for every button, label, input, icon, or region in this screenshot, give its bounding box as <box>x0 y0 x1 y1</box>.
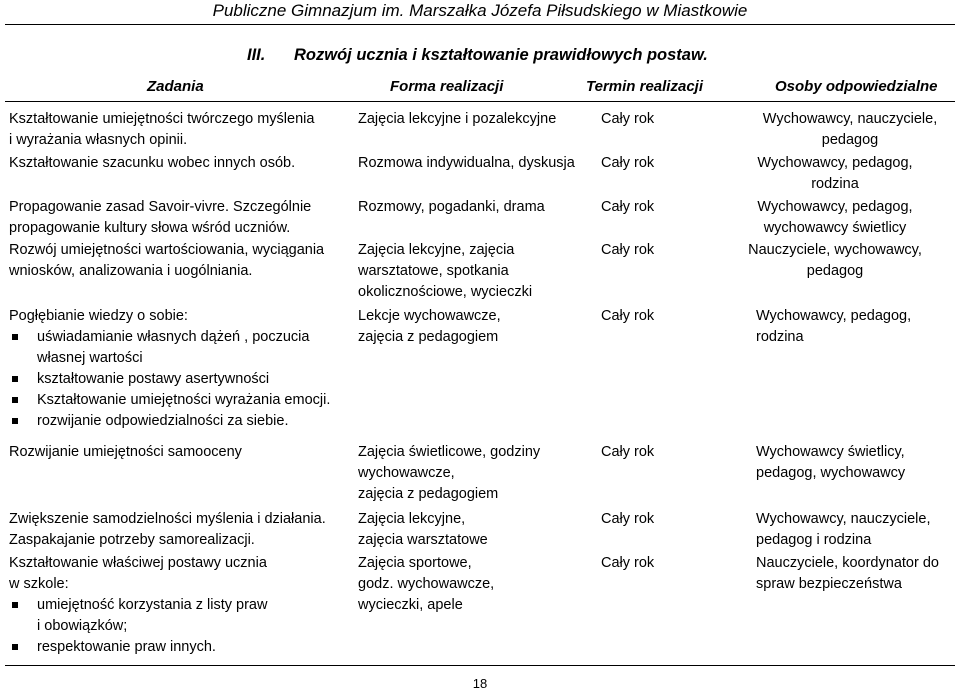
task-line: wniosków, analizowania i uogólniania. <box>9 263 253 279</box>
row-2-form <box>358 153 575 174</box>
row-3-term: Cały rok <box>601 199 655 215</box>
bullet-square-icon <box>12 397 18 403</box>
task-line: Zaspakajanie potrzeby samorealizacji. <box>9 532 255 548</box>
list-item <box>9 390 330 411</box>
form-line: Zajęcia świetlicowe, godziny <box>358 444 541 460</box>
form-line: Lekcje wychowawcze, <box>358 308 501 324</box>
header-rule <box>5 24 955 25</box>
page-number: 18 <box>472 676 488 691</box>
row-6-form <box>358 442 540 505</box>
form-line: Zajęcia lekcyjne i pozalekcyjne <box>358 111 557 127</box>
row-5-form <box>358 306 501 348</box>
people-line: wychowawcy świetlicy <box>763 220 907 236</box>
table-header-rule <box>5 101 955 102</box>
task-line: Rozwój umiejętności wartościowania, wyciągania <box>9 242 325 258</box>
people-line: Wychowawcy, pedagog, <box>757 155 913 171</box>
people-line: Nauczyciele, koordynator do <box>756 555 939 571</box>
row-2-term: Cały rok <box>601 155 655 171</box>
row-7-term: Cały rok <box>601 511 655 527</box>
row-2-people <box>725 153 945 195</box>
row-4-task <box>9 240 324 282</box>
row-1-term: Cały rok <box>601 111 655 127</box>
form-line: Zajęcia lekcyjne, zajęcia <box>358 242 515 258</box>
people-line: pedagog <box>806 263 864 279</box>
bullet-text: Kształtowanie umiejętności wyrażania emocji. <box>37 392 331 408</box>
form-line: godz. wychowawcze, <box>358 576 495 592</box>
row-8-people <box>756 553 939 595</box>
people-line: rodzina <box>756 329 804 345</box>
form-line: wycieczki, apele <box>358 597 463 613</box>
column-header-form: Forma realizacji <box>390 78 504 95</box>
row-1-people <box>740 109 960 151</box>
task-line: Rozwijanie umiejętności samooceny <box>9 444 242 460</box>
bullet-square-icon <box>12 376 18 382</box>
task-bullet-list <box>9 327 330 432</box>
people-line: pedagog, wychowawcy <box>756 465 906 481</box>
people-line: Nauczyciele, wychowawcy, <box>748 242 922 258</box>
row-3-task <box>9 197 311 239</box>
form-line: zajęcia warsztatowe <box>358 532 488 548</box>
people-line: Wychowawcy, pedagog, <box>756 308 912 324</box>
task-line: Pogłębianie wiedzy o sobie: <box>9 308 188 324</box>
school-header: Publiczne Gimnazjum im. Marszałka Józefa Piłsudskiego w Miastkowie <box>212 1 748 20</box>
section-number: III. <box>247 46 266 64</box>
people-line: Wychowawcy, pedagog, <box>757 199 913 215</box>
row-2-task <box>9 153 295 174</box>
row-3-form <box>358 197 545 218</box>
task-line: Kształtowanie umiejętności twórczego myślenia <box>9 111 315 127</box>
form-line: okolicznościowe, wycieczki <box>358 284 533 300</box>
form-line: zajęcia z pedagogiem <box>358 486 499 502</box>
form-line: wychowawcze, <box>358 465 455 481</box>
row-6-people <box>756 442 905 484</box>
row-5-people <box>756 306 911 348</box>
task-line: i wyrażania własnych opinii. <box>9 132 188 148</box>
bullet-text: własnej wartości <box>37 350 143 366</box>
row-1-task <box>9 109 314 151</box>
people-line: rodzina <box>811 176 859 192</box>
column-header-tasks: Zadania <box>147 78 204 95</box>
form-line: Zajęcia lekcyjne, <box>358 511 466 527</box>
list-item <box>9 637 267 658</box>
people-line: Wychowawcy, nauczyciele, <box>756 511 931 527</box>
section-title-text: Rozwój ucznia i kształtowanie prawidłowych postaw. <box>294 46 708 64</box>
form-line: warsztatowe, spotkania <box>358 263 509 279</box>
column-header-term: Termin realizacji <box>586 78 703 95</box>
row-6-task <box>9 442 242 463</box>
people-line: spraw bezpieczeństwa <box>756 576 902 592</box>
row-5-term: Cały rok <box>601 308 655 324</box>
row-4-term: Cały rok <box>601 242 655 258</box>
bullet-text: uświadamianie własnych dążeń , poczucia <box>37 329 310 345</box>
row-8-task <box>9 553 267 658</box>
people-line: pedagog <box>821 132 879 148</box>
task-line: Propagowanie zasad Savoir-vivre. Szczególnie <box>9 199 312 215</box>
bullet-text: rozwijanie odpowiedzialności za siebie. <box>37 413 289 429</box>
form-line: Rozmowy, pogadanki, drama <box>358 199 545 215</box>
bullet-square-icon <box>12 644 18 650</box>
bullet-text: respektowanie praw innych. <box>37 639 216 655</box>
row-8-form <box>358 553 494 616</box>
task-line: w szkole: <box>9 576 69 592</box>
task-line: Kształtowanie właściwej postawy ucznia <box>9 555 267 571</box>
row-8-term: Cały rok <box>601 555 655 571</box>
bullet-text: kształtowanie postawy asertywności <box>37 371 270 387</box>
row-6-term: Cały rok <box>601 444 655 460</box>
column-header-people: Osoby odpowiedzialne <box>775 78 938 95</box>
list-item <box>9 327 330 369</box>
list-item <box>9 595 267 637</box>
bullet-square-icon <box>12 334 18 340</box>
row-4-form <box>358 240 532 303</box>
task-bullet-list <box>9 595 267 658</box>
list-item <box>9 369 330 390</box>
section-heading <box>247 46 708 65</box>
task-line: Kształtowanie szacunku wobec innych osób. <box>9 155 296 171</box>
row-1-form <box>358 109 556 130</box>
bullet-text: i obowiązków; <box>37 618 128 634</box>
form-line: Zajęcia sportowe, <box>358 555 472 571</box>
people-line: Wychowawcy, nauczyciele, <box>762 111 938 127</box>
task-line: Zwiększenie samodzielności myślenia i działania. <box>9 511 326 527</box>
row-4-people <box>725 240 945 282</box>
task-line: propagowanie kultury słowa wśród uczniów. <box>9 220 291 236</box>
bullet-square-icon <box>12 418 18 424</box>
bullet-square-icon <box>12 602 18 608</box>
row-3-people <box>725 197 945 239</box>
people-line: pedagog i rodzina <box>756 532 872 548</box>
row-5-task <box>9 306 330 432</box>
bullet-text: umiejętność korzystania z listy praw <box>37 597 268 613</box>
people-line: Wychowawcy świetlicy, <box>756 444 905 460</box>
table-bottom-rule <box>5 665 955 666</box>
form-line: zajęcia z pedagogiem <box>358 329 499 345</box>
row-7-task <box>9 509 326 551</box>
row-7-people <box>756 509 930 551</box>
form-line: Rozmowa indywidualna, dyskusja <box>358 155 575 171</box>
row-7-form <box>358 509 488 551</box>
list-item <box>9 411 330 432</box>
